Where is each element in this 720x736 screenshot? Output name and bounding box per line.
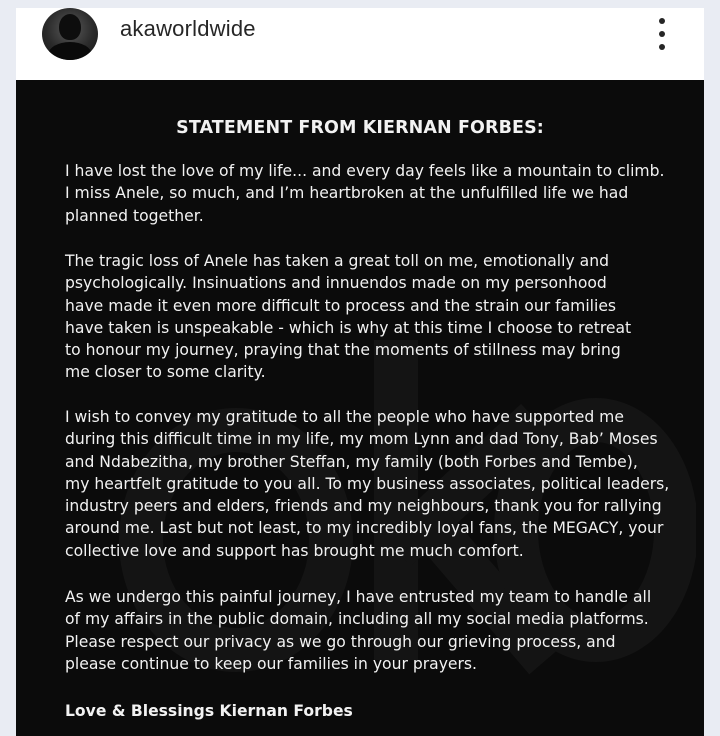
avatar-silhouette-shoulders [48,42,92,60]
avatar[interactable] [42,8,98,60]
statement-paragraph-4: As we undergo this painful journey, I have entrusted my team to handle all of my affairs in the public domain, including all my social media platforms. Please respect our privacy as we go through our grieving process, and please continue to keep our families in your prayers. [65,588,652,673]
dot [659,18,665,24]
more-options-icon[interactable] [650,14,674,54]
username-link[interactable]: akaworldwide [120,16,256,41]
post-header [16,8,704,80]
statement-paragraph-1: I have lost the love of my life... and every day feels like a mountain to climb. I miss Anele, so much, and I’m heartbroken at the unfulfilled life we had planned together. [65,162,665,225]
dot [659,44,665,50]
post-card [16,8,704,736]
avatar-silhouette-head [59,14,81,40]
statement-paragraph-3: I wish to convey my gratitude to all the people who have supported me during this difficult time in my life, my mom Lynn and dad Tony, Bab’ Moses and Ndabezitha, my brother Steffan, my family (both Forbes and Tembe), my heartfelt gratitude to you all. To my business associates, political leaders, industry peers and elders, friends and my neighbours, thank you for rallying around me. Last but not least, to my incredibly loyal fans, the MEGACY, your collective love and support has brought me much comfort. [65,408,670,560]
statement-paragraph-2: The tragic loss of Anele has taken a great toll on me, emotionally and psychologically. Insinuations and innuendos made on my personhood have made it even more difficult to process and the strain our families have taken is unspeakable - which is why at this time I choose to retreat to honour my journey, praying that the moments of stillness may bring me closer to some clarity. [65,252,632,382]
post-image[interactable] [16,80,704,736]
statement-title: STATEMENT FROM KIERNAN FORBES: [176,118,544,138]
dot [659,31,665,37]
statement-signature: Love & Blessings Kiernan Forbes [65,702,353,720]
